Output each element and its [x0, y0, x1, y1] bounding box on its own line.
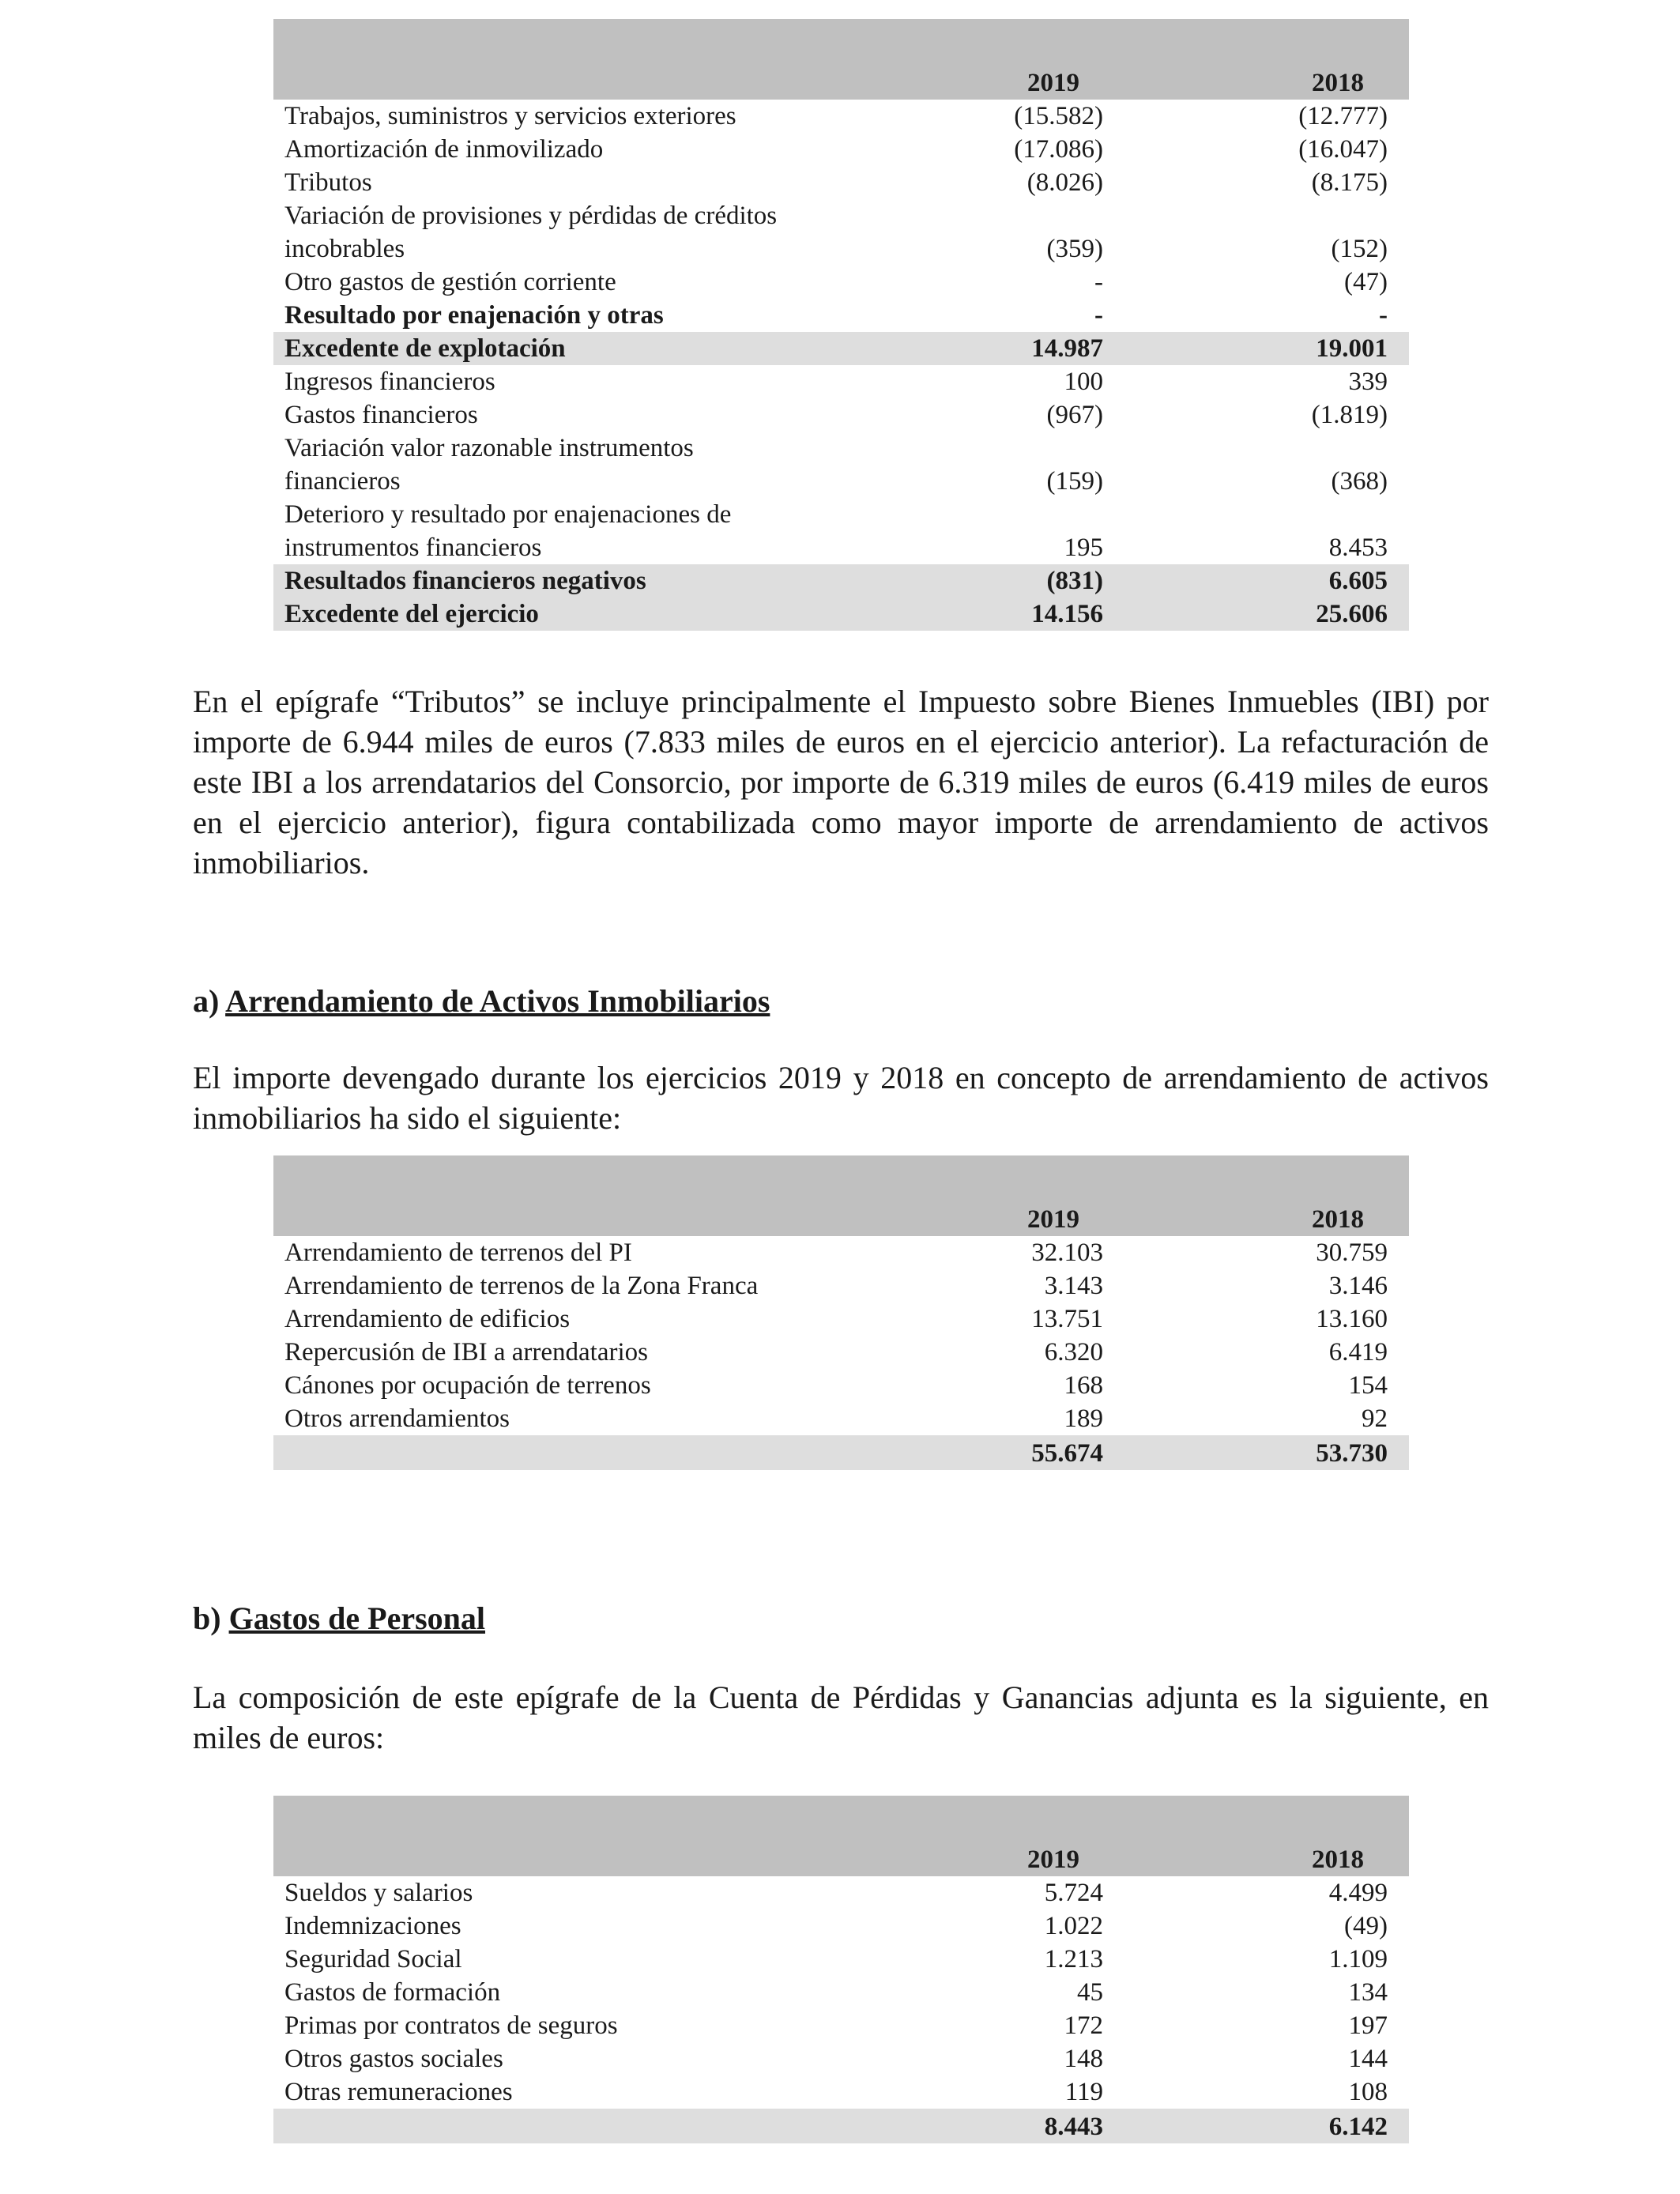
value-2019: 5.724	[1044, 1879, 1103, 1907]
section-a-prefix: a)	[193, 983, 226, 1019]
table-row	[273, 1369, 1409, 1402]
table-row	[273, 365, 1409, 398]
row-label: incobrables	[284, 235, 405, 263]
row-label: Trabajos, suministros y servicios exteriores	[284, 102, 736, 130]
row-label: Resultados financieros negativos	[273, 564, 842, 598]
table-row	[273, 266, 1409, 299]
table-row	[273, 332, 1409, 365]
row-label: Variación valor razonable instrumentos	[284, 434, 694, 462]
header-pad	[1388, 19, 1409, 100]
value-2018: (152)	[1331, 235, 1388, 263]
row-label: Cánones por ocupación de terrenos	[284, 1371, 651, 1400]
table-row	[273, 1336, 1409, 1369]
row-label: Excedente de explotación	[273, 332, 842, 365]
value-2018: 108	[1348, 2078, 1388, 2106]
value-2018: 1.109	[1328, 1945, 1388, 1973]
table-row	[273, 1302, 1409, 1336]
value-2019: (831)	[842, 564, 1103, 598]
section-b-intro: La composición de este epígrafe de la Cuenta de Pérdidas y Ganancias adjunta es la siguiente, en miles de euros:	[193, 1679, 1489, 1755]
row-pad	[1388, 1976, 1409, 2009]
value-2019: 13.751	[1031, 1305, 1103, 1333]
value-2019: 6.320	[1044, 1338, 1103, 1367]
row-pad	[1388, 2009, 1409, 2042]
operating-results-table	[273, 19, 1409, 631]
row-pad	[1388, 2042, 1409, 2075]
row-label: Gastos de formación	[284, 1978, 501, 2007]
value-2019: 100	[1064, 368, 1103, 396]
table-header	[273, 1796, 1409, 1876]
table-row	[273, 2075, 1409, 2109]
table-row	[273, 398, 1409, 432]
value-2019: 119	[1064, 2078, 1103, 2106]
row-pad	[1388, 166, 1409, 199]
value-2018: (12.777)	[1298, 102, 1388, 130]
row-pad	[1388, 598, 1409, 631]
value-2018	[1103, 199, 1388, 232]
table-row	[273, 465, 1409, 498]
value-2018: 3.146	[1328, 1272, 1388, 1300]
leasing-table	[273, 1155, 1409, 1470]
header-pad	[1388, 1796, 1409, 1876]
value-2018: -	[1379, 301, 1388, 330]
row-pad	[1388, 465, 1409, 498]
row-label: instrumentos financieros	[284, 533, 542, 562]
table-row	[273, 1943, 1409, 1976]
value-2018	[1103, 432, 1388, 465]
row-pad	[1388, 1369, 1409, 1402]
value-2019: (15.582)	[1014, 102, 1103, 130]
row-label: Primas por contratos de seguros	[284, 2011, 618, 2040]
table-row	[273, 166, 1409, 199]
row-pad	[1388, 1336, 1409, 1369]
value-2019: (8.026)	[1026, 168, 1103, 197]
section-a-title: Arrendamiento de Activos Inmobiliarios	[225, 983, 770, 1019]
table-row	[273, 1909, 1409, 1943]
row-pad	[1388, 1236, 1409, 1269]
value-2019: 45	[1077, 1978, 1103, 2007]
value-2019	[842, 498, 1103, 531]
header-2019: 2019	[842, 19, 1103, 100]
row-pad	[1388, 1943, 1409, 1976]
value-2019: 172	[1064, 2011, 1103, 2040]
table-row	[273, 432, 1409, 465]
total-row	[273, 1435, 1409, 1470]
value-2018: 154	[1348, 1371, 1388, 1400]
table-row	[273, 2009, 1409, 2042]
total-2018: 53.730	[1103, 1435, 1388, 1470]
value-2018: (368)	[1331, 467, 1388, 496]
value-2018: 339	[1348, 368, 1388, 396]
table-row	[273, 299, 1409, 332]
value-2019: 3.143	[1044, 1272, 1103, 1300]
tributos-paragraph: En el epígrafe “Tributos” se incluye principalmente el Impuesto sobre Bienes Inmuebles (IBI) por importe de 6.944 miles de euros (7.833 miles de euros en el ejercicio anterior). La refacturación de este IBI a los arrendatarios del Consorcio, por importe de 6.319 miles de euros (6.419 miles de euros en el ejercicio anterior), figura contabilizada como mayor importe de arrendamiento de activos inmobiliarios.	[193, 684, 1489, 880]
section-a-intro: El importe devengado durante los ejercicios 2019 y 2018 en concepto de arrendamiento de activos inmobiliarios ha sido el siguiente:	[193, 1060, 1489, 1136]
row-label: Deterioro y resultado por enajenaciones de	[284, 500, 732, 529]
value-2019: 168	[1064, 1371, 1103, 1400]
header-label	[273, 1796, 842, 1876]
section-b-title: Gastos de Personal	[228, 1600, 486, 1636]
header-2019: 2019	[842, 1796, 1103, 1876]
value-2019: 1.213	[1044, 1945, 1103, 1973]
table-row	[273, 1236, 1409, 1269]
value-2019: -	[1094, 301, 1103, 330]
value-2018: (49)	[1344, 1912, 1388, 1940]
row-pad	[1388, 1909, 1409, 1943]
value-2018: 30.759	[1316, 1238, 1388, 1267]
row-pad	[1388, 199, 1409, 232]
table-row	[273, 598, 1409, 631]
row-pad	[1388, 432, 1409, 465]
row-label: Arrendamiento de terrenos de la Zona Franca	[284, 1272, 759, 1300]
header-2018: 2018	[1103, 1796, 1388, 1876]
value-2019: 195	[1064, 533, 1103, 562]
row-label: financieros	[284, 467, 401, 496]
row-label: Indemnizaciones	[284, 1912, 461, 1940]
row-label: Amortización de inmovilizado	[284, 135, 604, 164]
table-row	[273, 2042, 1409, 2075]
value-2018: 6.419	[1328, 1338, 1388, 1367]
row-label: Otro gastos de gestión corriente	[284, 268, 616, 296]
row-label: Ingresos financieros	[284, 368, 495, 396]
table-row	[273, 1976, 1409, 2009]
section-b-prefix: b)	[193, 1600, 229, 1636]
value-2019	[842, 199, 1103, 232]
value-2019: 148	[1064, 2045, 1103, 2073]
value-2018: 8.453	[1328, 533, 1388, 562]
value-2019: 32.103	[1031, 1238, 1103, 1267]
row-pad	[1388, 365, 1409, 398]
value-2018: (8.175)	[1311, 168, 1388, 197]
section-b-heading	[193, 1598, 485, 1638]
row-pad	[1388, 2109, 1409, 2143]
personnel-expenses-table	[273, 1796, 1409, 2143]
row-label: Arrendamiento de edificios	[284, 1305, 571, 1333]
table-row	[273, 100, 1409, 133]
value-2018	[1103, 498, 1388, 531]
value-2018: 25.606	[1103, 598, 1388, 631]
header-2018: 2018	[1103, 19, 1388, 100]
total-2019: 8.443	[842, 2109, 1103, 2143]
row-pad	[1388, 332, 1409, 365]
row-label: Seguridad Social	[284, 1945, 462, 1973]
section-a-heading	[193, 981, 770, 1021]
value-2018: 134	[1348, 1978, 1388, 2007]
value-2019: 1.022	[1044, 1912, 1103, 1940]
row-pad	[1388, 498, 1409, 531]
table-row	[273, 133, 1409, 166]
row-label: Otros gastos sociales	[284, 2045, 503, 2073]
table-row	[273, 1402, 1409, 1435]
table-row	[273, 1876, 1409, 1909]
row-pad	[1388, 232, 1409, 266]
value-2018: 6.605	[1103, 564, 1388, 598]
header-label	[273, 19, 842, 100]
header-2019: 2019	[842, 1155, 1103, 1236]
header-2018: 2018	[1103, 1155, 1388, 1236]
value-2019	[842, 432, 1103, 465]
table-row	[273, 531, 1409, 564]
total-2019: 55.674	[842, 1435, 1103, 1470]
row-pad	[1388, 531, 1409, 564]
total-2018: 6.142	[1103, 2109, 1388, 2143]
value-2019: 189	[1064, 1404, 1103, 1433]
total-row	[273, 2109, 1409, 2143]
table-row	[273, 1269, 1409, 1302]
value-2018: 19.001	[1103, 332, 1388, 365]
value-2018: (1.819)	[1311, 401, 1388, 429]
value-2019: -	[1094, 268, 1103, 296]
row-pad	[1388, 100, 1409, 133]
row-label: Otros arrendamientos	[284, 1404, 510, 1433]
value-2018: 197	[1348, 2011, 1388, 2040]
row-label: Excedente del ejercicio	[273, 598, 842, 631]
table-row	[273, 232, 1409, 266]
header-pad	[1388, 1155, 1409, 1236]
row-pad	[1388, 1269, 1409, 1302]
row-label: Sueldos y salarios	[284, 1879, 473, 1907]
value-2018: (47)	[1344, 268, 1388, 296]
value-2019: (159)	[1046, 467, 1103, 496]
row-label: Repercusión de IBI a arrendatarios	[284, 1338, 648, 1367]
table-row	[273, 564, 1409, 598]
row-label: Resultado por enajenación y otras	[284, 301, 664, 330]
row-pad	[1388, 133, 1409, 166]
value-2019: (967)	[1046, 401, 1103, 429]
value-2018: 4.499	[1328, 1879, 1388, 1907]
value-2018: 144	[1348, 2045, 1388, 2073]
table-header	[273, 19, 1409, 100]
value-2019: (359)	[1046, 235, 1103, 263]
header-label	[273, 1155, 842, 1236]
row-label: Tributos	[284, 168, 372, 197]
value-2018: 13.160	[1316, 1305, 1388, 1333]
row-pad	[1388, 1876, 1409, 1909]
row-label: Variación de provisiones y pérdidas de créditos	[284, 202, 778, 230]
table-row	[273, 498, 1409, 531]
row-pad	[1388, 1302, 1409, 1336]
table-row	[273, 199, 1409, 232]
row-label: Arrendamiento de terrenos del PI	[284, 1238, 632, 1267]
row-label: Gastos financieros	[284, 401, 478, 429]
value-2018: 92	[1362, 1404, 1388, 1433]
value-2019: 14.987	[842, 332, 1103, 365]
row-pad	[1388, 266, 1409, 299]
row-pad	[1388, 1435, 1409, 1470]
row-pad	[1388, 1402, 1409, 1435]
row-pad	[1388, 398, 1409, 432]
value-2019: (17.086)	[1014, 135, 1103, 164]
total-label	[273, 2109, 842, 2143]
total-label	[273, 1435, 842, 1470]
row-pad	[1388, 2075, 1409, 2109]
value-2018: (16.047)	[1298, 135, 1388, 164]
table-header	[273, 1155, 1409, 1236]
row-pad	[1388, 564, 1409, 598]
row-pad	[1388, 299, 1409, 332]
row-label: Otras remuneraciones	[284, 2078, 513, 2106]
value-2019: 14.156	[842, 598, 1103, 631]
